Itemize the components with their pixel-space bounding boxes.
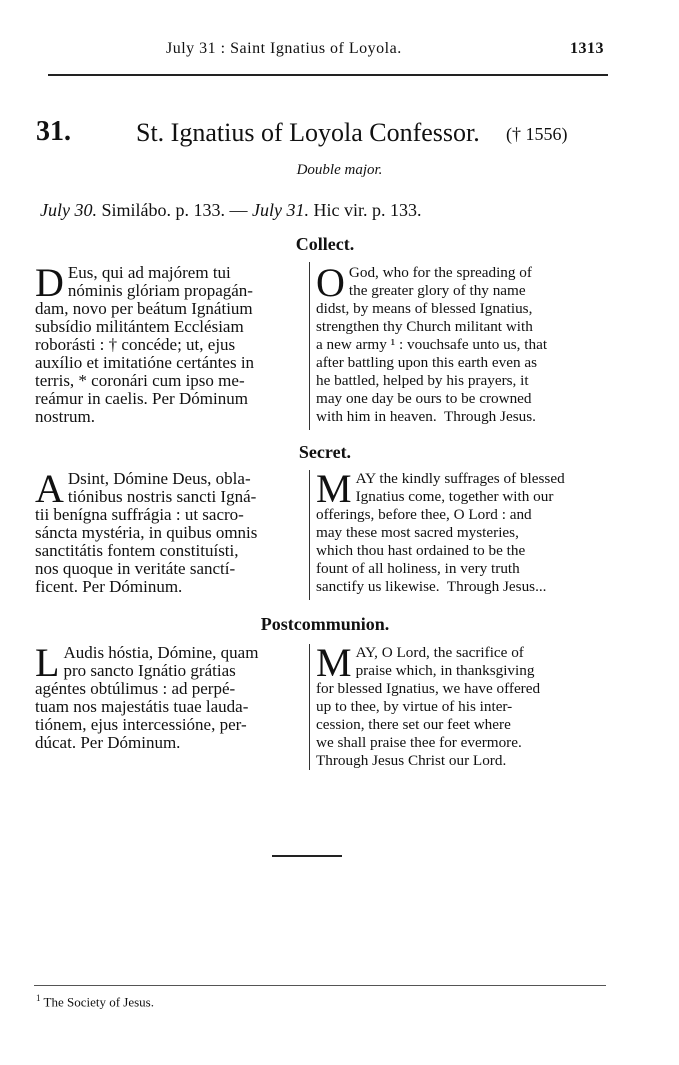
ref-date-1: July 30. bbox=[40, 200, 97, 220]
secret-english bbox=[316, 466, 606, 596]
feast-title bbox=[36, 116, 636, 150]
postcommunion-latin-text: Audis hóstia, Dómine, quam pro sancto Ignátio grátias agéntes obtúlimus : ad perpé- tuam nos majestátis tuae lauda- tiónem, ejus intercessióne, per- dúcat. Per Dóminum. bbox=[35, 643, 259, 752]
running-head bbox=[48, 40, 608, 64]
postcommunion-latin-initial: L bbox=[35, 640, 60, 685]
secret-english-initial: M bbox=[316, 466, 352, 511]
secret-english-text: AY the kindly suffrages of blessed Ignatius come, together with our offerings, before thee, O Lord : and may these most sacred mysteries, which thou hast ordained to be the fount of all holiness, in very truth sanctify us likewise. Through Jesus... bbox=[316, 470, 565, 595]
running-title: July 31 : Saint Ignatius of Loyola. bbox=[166, 40, 402, 57]
collect-heading: Collect. bbox=[295, 234, 355, 254]
section-end-rule bbox=[272, 855, 342, 857]
secret-latin bbox=[35, 466, 307, 596]
postcommunion-divider bbox=[309, 644, 310, 770]
collect-latin-text: Eus, qui ad majórem tui nóminis glóriam propagán- dam, novo per beátum Ignátium subsídio militántem Ecclésiam roborásti : † concéde; ut, ejus auxílio et imitatióne certántes in terris, * coronári cum ipso me- reámur in caelis. Per Dóminum nostrum. bbox=[35, 263, 255, 426]
ref-text-1: Similábo. p. 133. — bbox=[96, 200, 252, 220]
postcommunion-latin bbox=[35, 640, 307, 752]
feast-number: 31. bbox=[36, 116, 71, 147]
secret-latin-text: Dsint, Dómine Deus, obla- tiónibus nostris sancti Igná- tii benígna suffrágia : ut sacro- sáncta mystéria, in quibus omnis sanctitátis fontem constituísti, nos quoque in veritáte sanctí- ficent. Per Dóminum. bbox=[35, 469, 258, 596]
secret-heading: Secret. bbox=[298, 442, 352, 462]
collect-latin-initial: D bbox=[35, 260, 64, 305]
feast-name: St. Ignatius of Loyola Confessor. bbox=[136, 118, 480, 147]
introit-references bbox=[40, 200, 421, 221]
footnote-rule bbox=[34, 985, 606, 986]
postcommunion-english-initial: M bbox=[316, 640, 352, 685]
header-rule bbox=[48, 74, 608, 76]
footnote bbox=[36, 993, 154, 1010]
postcommunion-heading: Postcommunion. bbox=[260, 614, 390, 634]
collect-english-text: God, who for the spreading of the greater glory of thy name didst, by means of blessed Ignatius, strengthen thy Church militant with a new army ¹ : vouchsafe unto us, that after battling upon this earth even as he battled, helped by his prayers, it may one day be ours to be crowned with him in heaven. Through Jesus. bbox=[316, 264, 548, 425]
postcommunion-english bbox=[316, 640, 606, 770]
collect-english-initial: O bbox=[316, 260, 345, 305]
ref-date-2: July 31. bbox=[252, 200, 309, 220]
postcommunion-english-text: AY, O Lord, the sacrifice of praise which, in thanksgiving for blessed Ignatius, we have offered up to thee, by virtue of his inter- cession, there set our feet where we shall praise thee for evermore. Through Jesus Christ our Lord. bbox=[316, 644, 541, 769]
footnote-text: The Society of Jesus. bbox=[40, 994, 154, 1010]
collect-english bbox=[316, 260, 606, 426]
collect-latin bbox=[35, 260, 307, 426]
page-number: 1313 bbox=[570, 40, 604, 57]
secret-latin-initial: A bbox=[35, 466, 64, 511]
ref-text-2: Hic vir. p. 133. bbox=[308, 200, 422, 220]
footnote-mark: 1 bbox=[36, 993, 41, 1003]
secret-divider bbox=[309, 470, 310, 600]
feast-rank: Double major. bbox=[296, 162, 383, 178]
feast-death-year: († 1556) bbox=[506, 124, 568, 144]
collect-divider bbox=[309, 262, 310, 430]
